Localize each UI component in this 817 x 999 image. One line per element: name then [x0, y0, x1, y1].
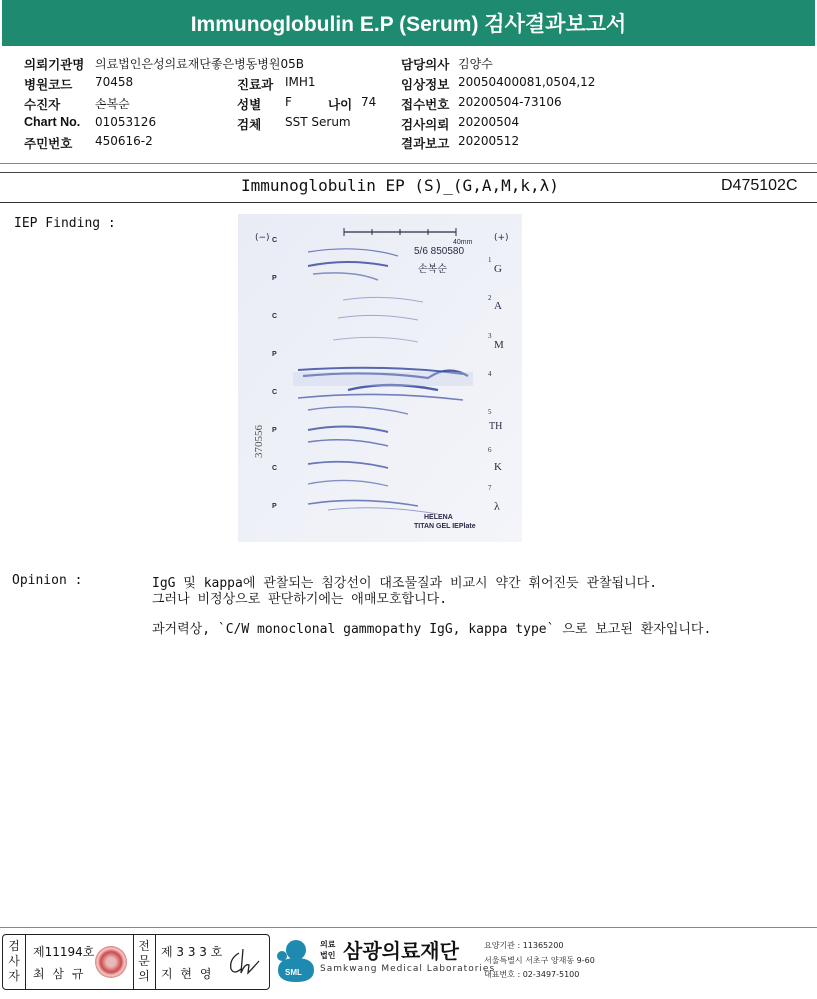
lane-number: 4: [488, 370, 492, 378]
divider-test: [0, 202, 817, 203]
lane-4-trough: [293, 372, 473, 386]
lane-number: 1: [488, 256, 492, 264]
sex-value: F: [285, 95, 292, 109]
physician-value: 김양수: [458, 57, 493, 71]
dept-value: IMH1: [285, 75, 316, 89]
sml-logo: [272, 936, 318, 984]
clinical-label: 임상정보: [401, 78, 450, 92]
examiner-name: 최 삼 규: [33, 967, 86, 981]
row-letter: C: [272, 389, 278, 396]
opinion-line-3: 과거력상, `C/W monoclonal gammopathy IgG, kappa type` 으로 보고된 환자입니다.: [152, 622, 712, 637]
lane-number: 2: [488, 294, 492, 302]
side-number: 370556: [253, 425, 265, 458]
lane-name: λ: [494, 499, 500, 513]
sig-divider: [155, 935, 156, 989]
handwritten-patient-name: 손복순: [418, 264, 447, 275]
lane-number: 5: [488, 408, 492, 416]
specialist-vertical-label: [137, 939, 151, 984]
dept-label: 진료과: [237, 78, 274, 92]
examiner-label: 검사자: [8, 939, 20, 983]
institution-label: 의뢰기관명: [24, 58, 85, 72]
opinion-line-2: 그러나 비정상으로 판단하기에는 애매모호합니다.: [152, 592, 448, 607]
institution-value: 의료법인은성의료재단좋은병동병원05B: [95, 57, 304, 71]
org-phone: 대표번호 : 02-3497-5100: [484, 970, 580, 979]
examiner-license: 제11194호: [33, 945, 95, 959]
divider-top: [0, 163, 817, 164]
signature-box: [2, 934, 270, 990]
lane-name: TH: [489, 421, 503, 432]
divider-top-2: [0, 172, 817, 173]
report-title: Immunoglobulin E.P (Serum) 검사결과보고서: [190, 13, 627, 36]
org-code: 요양기관 : 11365200: [484, 941, 564, 950]
patient-value: 손복순: [95, 97, 130, 111]
gel-svg: [238, 214, 522, 542]
row-letter: P: [272, 275, 277, 282]
org-name: 삼광의료재단: [343, 939, 459, 963]
receipt-value: 20200504-73106: [458, 95, 562, 109]
test-code: D475102C: [721, 177, 798, 194]
specialist-signature: [225, 945, 263, 979]
id-label: 주민번호: [24, 137, 73, 151]
lane-name: K: [494, 461, 502, 473]
hospital-code-value: 70458: [95, 75, 134, 89]
request-value: 20200504: [458, 115, 520, 129]
minus-pole: (−): [255, 233, 270, 243]
opinion-line-1: IgG 및 kappa에 관찰되는 침강선이 대조물질과 비교시 약간 휘어진듯 관찰됩니다.: [152, 576, 658, 591]
lane-number: 7: [488, 484, 492, 492]
specialist-license: 제 3 3 3 호: [161, 945, 223, 959]
age-value: 74: [361, 95, 377, 109]
lane-number: 3: [488, 332, 492, 340]
report-label: 결과보고: [401, 137, 450, 151]
row-letter: C: [272, 237, 278, 244]
sig-divider: [133, 935, 134, 989]
row-letter: P: [272, 351, 277, 358]
sig-divider: [25, 935, 26, 989]
lane-name: G: [494, 263, 502, 275]
product-label: TITAN GEL IEPlate: [414, 523, 476, 530]
lane-name: A: [494, 300, 502, 312]
receipt-label: 접수번호: [401, 98, 450, 112]
examiner-seal-stamp: [95, 946, 127, 978]
examiner-vertical-label: [7, 939, 21, 984]
report-value: 20200512: [458, 134, 520, 148]
divider-footer: [0, 927, 817, 928]
clinical-value: 20050400081,0504,12: [458, 75, 596, 89]
org-prefix: 의료법인: [320, 940, 336, 960]
chart-value: 01053126: [95, 115, 157, 129]
row-letter: P: [272, 503, 277, 510]
specimen-label: 검체: [237, 118, 262, 132]
request-label: 검사의뢰: [401, 118, 450, 132]
iep-gel-image: [238, 214, 522, 542]
chart-label: Chart No.: [24, 115, 81, 129]
sample-id: 5/6 850580: [414, 246, 465, 257]
brand-label: HELENA: [424, 514, 453, 521]
iep-finding-label: IEP Finding :: [14, 216, 116, 231]
scale-label: 40mm: [453, 239, 473, 246]
id-value: 450616-2: [95, 134, 153, 148]
specimen-value: SST Serum: [285, 115, 351, 129]
plus-pole: (+): [494, 233, 509, 243]
row-letter: P: [272, 427, 277, 434]
row-letter: C: [272, 465, 278, 472]
row-letter: C: [272, 313, 278, 320]
opinion-label: Opinion :: [12, 573, 83, 588]
sml-logo-text: SML: [285, 968, 302, 977]
test-name: Immunoglobulin EP (S)_(G,A,M,k,λ): [241, 176, 559, 195]
report-title-banner: [2, 0, 815, 46]
age-label: 나이: [328, 98, 353, 112]
lane-name: M: [494, 339, 504, 351]
hospital-code-label: 병원코드: [24, 78, 73, 92]
physician-label: 담당의사: [401, 58, 450, 72]
lane-number: 6: [488, 446, 492, 454]
sex-label: 성별: [237, 98, 262, 112]
patient-label: 수진자: [24, 98, 61, 112]
specialist-label: 전문의: [138, 939, 150, 983]
org-english-name: Samkwang Medical Laboratories: [320, 964, 496, 974]
org-address: 서울특별시 서초구 양재동 9-60: [484, 956, 595, 965]
specialist-name: 지 현 영: [161, 967, 214, 981]
